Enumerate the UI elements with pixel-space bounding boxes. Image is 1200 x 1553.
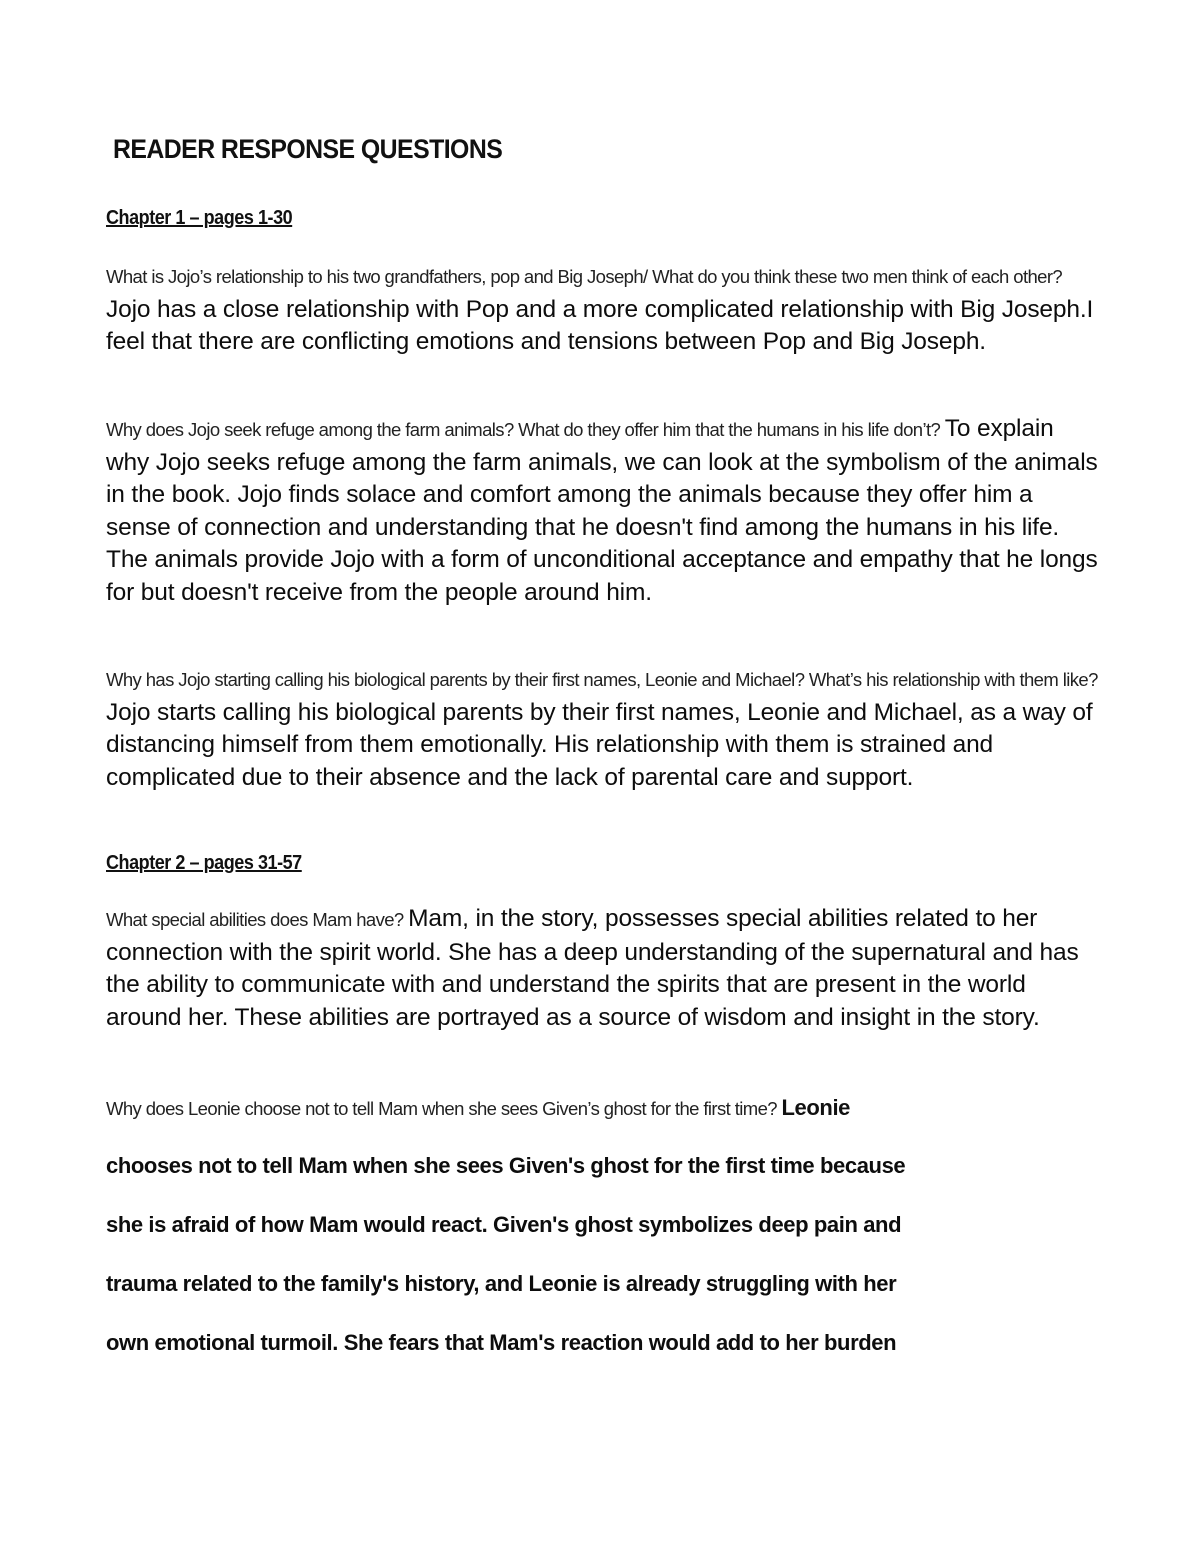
question-text: Why does Leonie choose not to tell Mam when she sees Given’s ghost for the first time? <box>106 1098 782 1119</box>
answer-text: To explain why Jojo seeks refuge among the farm animals, we can look at the symbolism of the animals in the book. Jojo finds solace and comfort among the animals because they offer him a sense of connection and understanding that he doesn't find among the humans in his life. The animals provide Jojo with a form of unconditional acceptance and empathy that he longs for but doesn't receive from the people around him. <box>106 415 1098 606</box>
question-text: What special abilities does Mam have? <box>106 909 409 930</box>
qa-block-4 <box>106 903 1101 1034</box>
page-title: READER RESPONSE QUESTIONS <box>113 134 503 164</box>
answer-line: trauma related to the family's history, and Leonie is already struggling with her <box>106 1271 897 1296</box>
answer-text: Jojo starts calling his biological parents by their first names, Leonie and Michael, as a way of distancing himself from them emotionally. His relationship with them is strained and complicated due to their absence and the lack of parental care and support. <box>106 698 1093 791</box>
answer-text: Mam, in the story, possesses special abilities related to her connection with the spirit world. She has a deep understanding of the supernatural and has the ability to communicate with and understand the spirits that are present in the world around her. These abilities are portrayed as a source of wisdom and insight in the story. <box>106 905 1079 1031</box>
answer-line: own emotional turmoil. She fears that Mam's reaction would add to her burden <box>106 1330 897 1355</box>
qa-block-2 <box>106 413 1101 609</box>
question-text: Why has Jojo starting calling his biological parents by their first names, Leonie and Michael? What’s his relationship with them like? <box>106 669 1098 690</box>
chapter-2-heading: Chapter 2 – pages 31-57 <box>106 852 302 874</box>
answer-line: she is afraid of how Mam would react. Given's ghost symbolizes deep pain and <box>106 1212 902 1237</box>
qa-block-1 <box>106 260 1101 359</box>
answer-text: Jojo has a close relationship with Pop and a more complicated relationship with Big Joseph.I feel that there are conflicting emotions and tensions between Pop and Big Joseph. <box>106 295 1094 355</box>
question-text: Why does Jojo seek refuge among the farm animals? What do they offer him that the humans in his life don’t? <box>106 419 945 440</box>
chapter-1-heading: Chapter 1 – pages 1-30 <box>106 207 293 229</box>
answer-lead-text: Leonie <box>781 1095 850 1120</box>
answer-line: chooses not to tell Mam when she sees Given's ghost for the first time because <box>106 1153 906 1178</box>
question-text: What is Jojo’s relationship to his two grandfathers, pop and Big Joseph/ What do you think these two men think of each other? <box>106 266 1063 287</box>
qa-block-3 <box>106 663 1101 794</box>
qa-block-5-question-line <box>106 1095 850 1121</box>
